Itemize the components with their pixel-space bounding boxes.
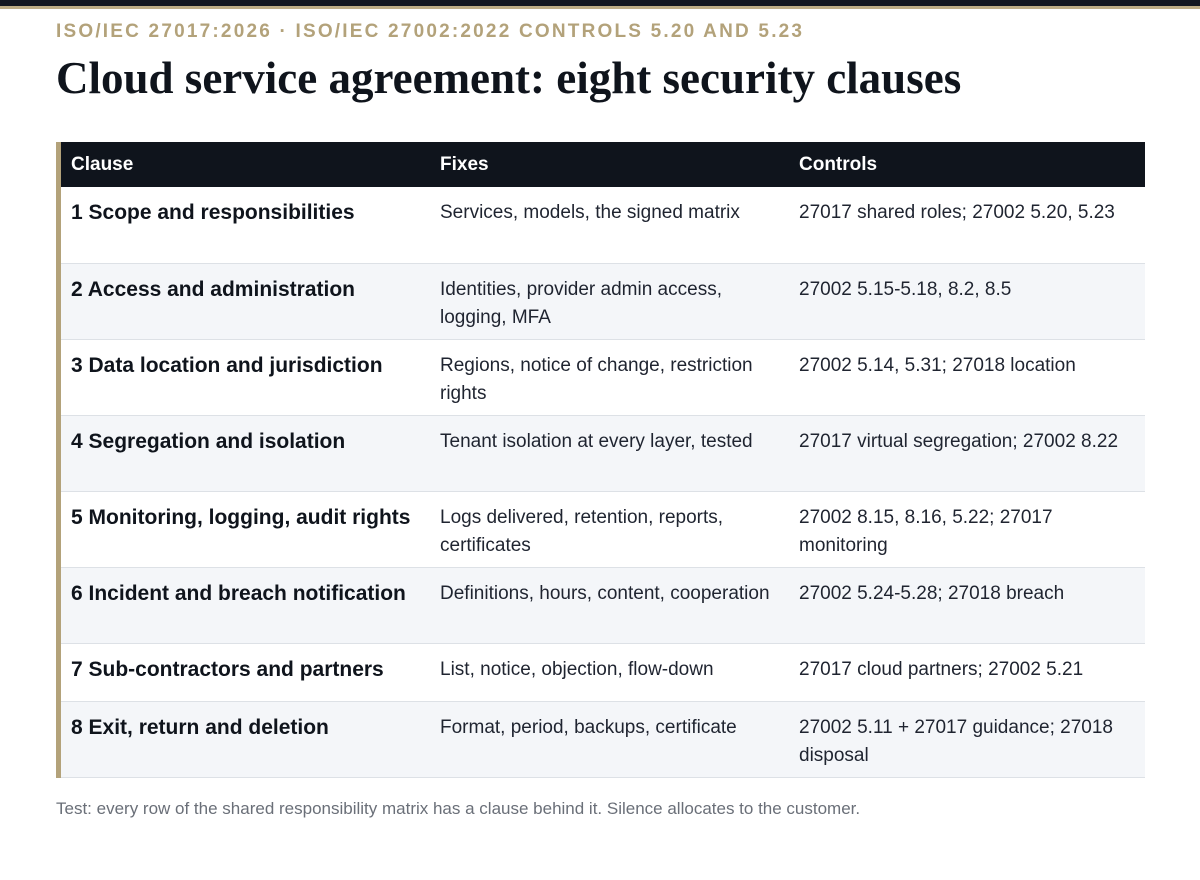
clauses-table	[61, 142, 1145, 778]
top-rule	[0, 0, 1200, 9]
controls-cell: 27002 5.15-5.18, 8.2, 8.5	[789, 263, 1145, 339]
controls-cell: 27002 8.15, 8.16, 5.22; 27017 monitoring	[789, 491, 1145, 567]
clauses-table-container	[56, 142, 1145, 778]
fixes-cell: Tenant isolation at every layer, tested	[430, 415, 789, 491]
clause-cell: 8 Exit, return and deletion	[61, 701, 430, 777]
clause-cell: 3 Data location and jurisdiction	[61, 339, 430, 415]
header-fixes: Fixes	[430, 142, 789, 187]
clause-cell: 6 Incident and breach notification	[61, 567, 430, 643]
controls-cell: 27002 5.14, 5.31; 27018 location	[789, 339, 1145, 415]
fixes-cell: Logs delivered, retention, reports, certificates	[430, 491, 789, 567]
table-row	[61, 187, 1145, 263]
controls-cell: 27002 5.24-5.28; 27018 breach	[789, 567, 1145, 643]
table-row	[61, 263, 1145, 339]
clause-cell: 7 Sub-contractors and partners	[61, 643, 430, 701]
fixes-cell: Identities, provider admin access, logging, MFA	[430, 263, 789, 339]
controls-cell: 27017 cloud partners; 27002 5.21	[789, 643, 1145, 701]
table-row	[61, 701, 1145, 777]
controls-cell: 27017 shared roles; 27002 5.20, 5.23	[789, 187, 1145, 263]
clause-cell: 1 Scope and responsibilities	[61, 187, 430, 263]
table-header-row	[61, 142, 1145, 187]
page-title: Cloud service agreement: eight security clauses	[56, 53, 962, 103]
fixes-cell: List, notice, objection, flow-down	[430, 643, 789, 701]
fixes-cell: Regions, notice of change, restriction rights	[430, 339, 789, 415]
fixes-cell: Definitions, hours, content, cooperation	[430, 567, 789, 643]
clause-cell: 4 Segregation and isolation	[61, 415, 430, 491]
table-row	[61, 643, 1145, 701]
fixes-cell: Services, models, the signed matrix	[430, 187, 789, 263]
clause-cell: 2 Access and administration	[61, 263, 430, 339]
header-controls: Controls	[789, 142, 1145, 187]
table-row	[61, 415, 1145, 491]
clause-cell: 5 Monitoring, logging, audit rights	[61, 491, 430, 567]
table-row	[61, 567, 1145, 643]
table-row	[61, 491, 1145, 567]
standard-kicker: ISO/IEC 27017:2026 · ISO/IEC 27002:2022 CONTROLS 5.20 AND 5.23	[56, 21, 805, 42]
fixes-cell: Format, period, backups, certificate	[430, 701, 789, 777]
table-row	[61, 339, 1145, 415]
controls-cell: 27017 virtual segregation; 27002 8.22	[789, 415, 1145, 491]
controls-cell: 27002 5.11 + 27017 guidance; 27018 disposal	[789, 701, 1145, 777]
footnote: Test: every row of the shared responsibility matrix has a clause behind it. Silence allocates to the customer.	[56, 799, 861, 818]
header-clause: Clause	[61, 142, 430, 187]
